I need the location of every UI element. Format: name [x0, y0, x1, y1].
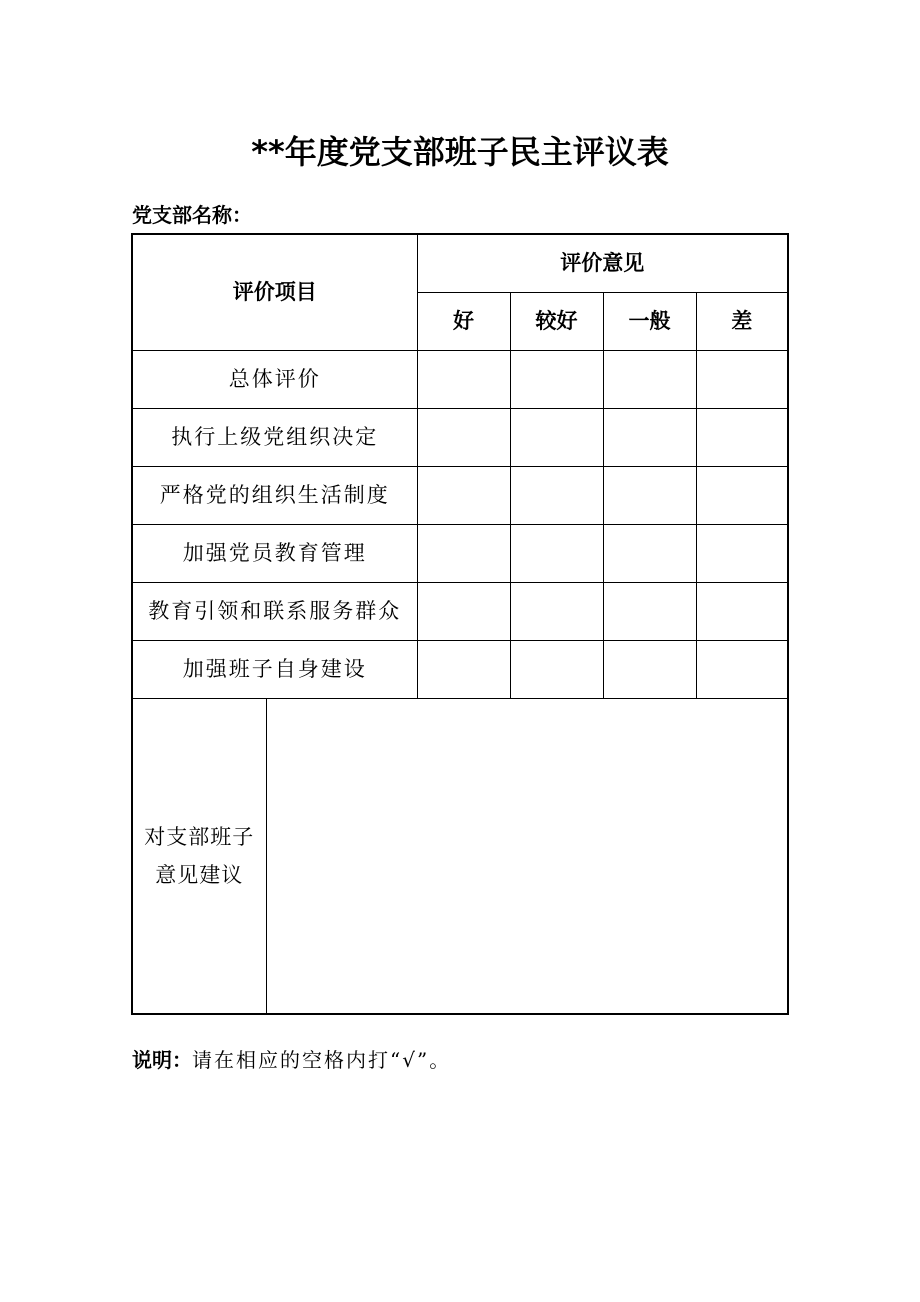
grade-average-cell[interactable] — [603, 350, 696, 408]
grade-good-cell[interactable] — [417, 408, 510, 466]
grade-poor-cell[interactable] — [696, 350, 788, 408]
suggestion-label — [132, 698, 266, 1014]
header-row — [132, 234, 788, 292]
grade-average-cell[interactable] — [603, 582, 696, 640]
grade-average-cell[interactable] — [603, 466, 696, 524]
page-title: **年度党支部班子民主评议表 — [251, 133, 669, 171]
grade-fairly-good-cell[interactable] — [510, 524, 603, 582]
note-label: 说明： — [132, 1048, 192, 1072]
table-row — [132, 408, 788, 466]
grade-good-cell[interactable] — [417, 640, 510, 698]
grade-average-cell[interactable] — [603, 640, 696, 698]
grade-good-cell[interactable] — [417, 524, 510, 582]
grade-fairly-good-cell[interactable] — [510, 408, 603, 466]
suggestion-label-line1: 对支部班子 — [144, 824, 255, 849]
note-text: 请在相应的空格内打“√”。 — [192, 1048, 452, 1072]
item-label: 加强班子自身建设 — [132, 640, 417, 698]
opinion-header: 评价意见 — [417, 234, 788, 292]
item-label: 教育引领和联系服务群众 — [132, 582, 417, 640]
evaluation-table — [131, 233, 789, 1015]
grade-average-cell[interactable] — [603, 524, 696, 582]
grade-fairly-good-cell[interactable] — [510, 640, 603, 698]
item-header: 评价项目 — [132, 234, 417, 350]
suggestion-label-line2: 意见建议 — [155, 862, 244, 887]
item-label: 加强党员教育管理 — [132, 524, 417, 582]
grade-fairly-good-header: 较好 — [510, 292, 603, 350]
table-row — [132, 640, 788, 698]
grade-good-header: 好 — [417, 292, 510, 350]
item-label: 执行上级党组织决定 — [132, 408, 417, 466]
branch-name-label: 党支部名称： — [132, 203, 252, 227]
table-row — [132, 524, 788, 582]
table-row — [132, 350, 788, 408]
grade-good-cell[interactable] — [417, 350, 510, 408]
suggestion-field[interactable] — [266, 698, 788, 1014]
grade-poor-cell[interactable] — [696, 640, 788, 698]
table-row — [132, 466, 788, 524]
grade-fairly-good-cell[interactable] — [510, 350, 603, 408]
grade-average-header: 一般 — [603, 292, 696, 350]
grade-good-cell[interactable] — [417, 466, 510, 524]
grade-fairly-good-cell[interactable] — [510, 466, 603, 524]
grade-average-cell[interactable] — [603, 408, 696, 466]
item-label: 总体评价 — [132, 350, 417, 408]
table-row — [132, 582, 788, 640]
grade-poor-cell[interactable] — [696, 466, 788, 524]
instruction-note — [132, 1043, 451, 1077]
grade-good-cell[interactable] — [417, 582, 510, 640]
item-label: 严格党的组织生活制度 — [132, 466, 417, 524]
grade-fairly-good-cell[interactable] — [510, 582, 603, 640]
grade-poor-header: 差 — [696, 292, 788, 350]
grade-poor-cell[interactable] — [696, 408, 788, 466]
grade-poor-cell[interactable] — [696, 582, 788, 640]
suggestion-row — [132, 698, 788, 1014]
grade-poor-cell[interactable] — [696, 524, 788, 582]
